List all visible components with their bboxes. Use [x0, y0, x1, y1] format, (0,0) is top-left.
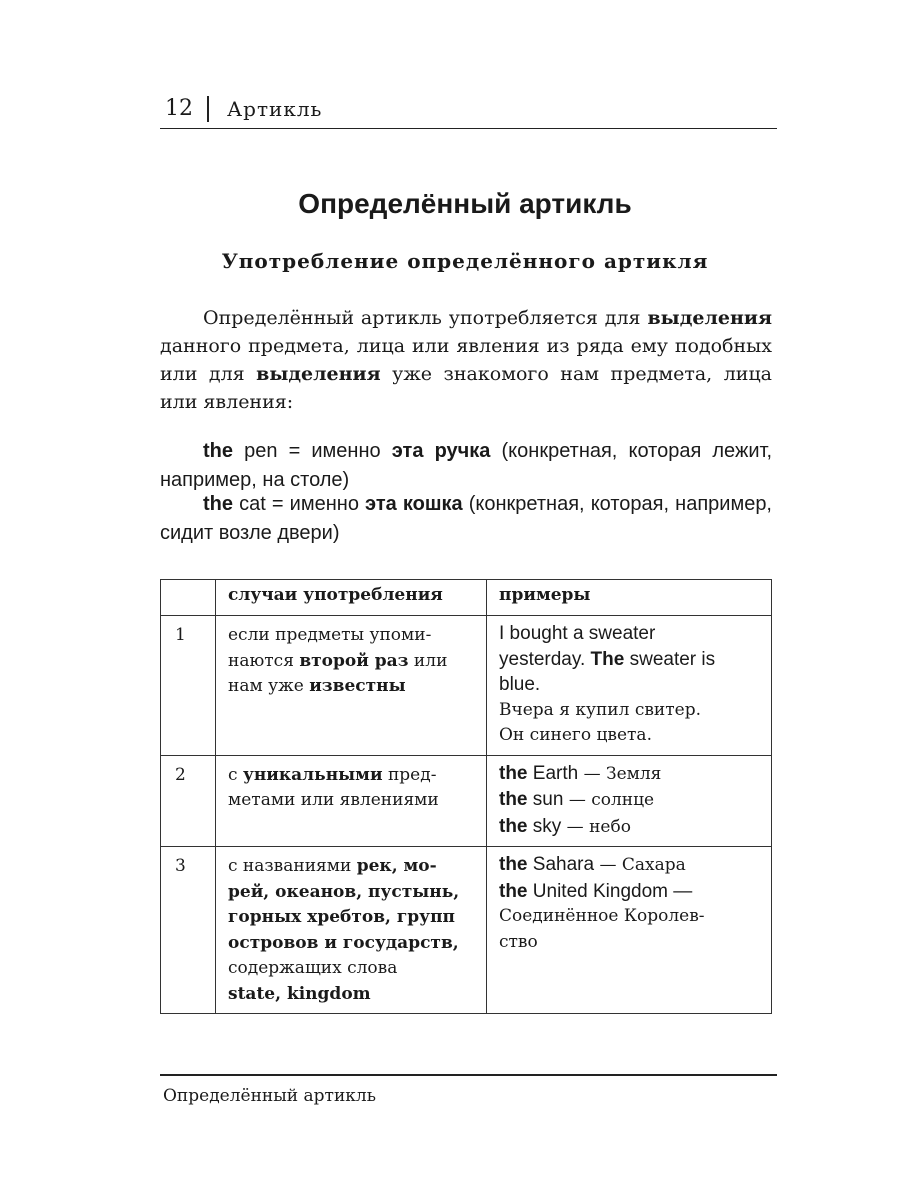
example-line: [499, 814, 763, 841]
case-line: [228, 880, 480, 906]
page-number: 12: [165, 96, 193, 121]
example-pen: [160, 437, 772, 495]
example-text: — Земля: [578, 763, 662, 784]
usage-examples: [487, 755, 772, 847]
case-text: нам уже: [228, 676, 310, 696]
example-text: — солнце: [563, 790, 655, 810]
header-examples: примеры: [487, 580, 772, 616]
page-title: Определённый артикль: [298, 188, 632, 219]
example-article: the: [499, 789, 528, 810]
case-text: метами или явлениями: [228, 790, 439, 810]
example-article: the: [203, 440, 233, 462]
header-divider: [207, 96, 209, 122]
example-line: [499, 761, 763, 788]
example-line: [499, 723, 763, 749]
section-name: Артикль: [227, 97, 323, 121]
case-line: [228, 649, 480, 675]
case-line: [228, 931, 480, 957]
table-body: [161, 616, 772, 1014]
example-article: the: [499, 762, 528, 784]
row-number: 1: [161, 616, 216, 756]
example-line: [499, 904, 763, 930]
example-line: [499, 787, 763, 814]
case-emphasis: известны: [309, 676, 406, 696]
case-line: [228, 674, 480, 700]
intro-emphasis: выделения: [256, 363, 381, 385]
table-row: [161, 616, 772, 756]
case-text: наются: [228, 650, 300, 671]
case-text: с: [228, 764, 243, 785]
case-line: [228, 854, 480, 880]
case-emphasis: горных хребтов, групп: [228, 907, 455, 927]
example-cat: [160, 490, 772, 548]
intro-emphasis: выделения: [647, 307, 772, 329]
usage-case: [216, 616, 487, 756]
table-row: [161, 755, 772, 847]
case-emphasis: островов и государств,: [228, 932, 459, 953]
case-emphasis: state, kingdom: [228, 983, 371, 1004]
example-line: [499, 621, 763, 647]
usage-examples: [487, 616, 772, 756]
header-number: [161, 580, 216, 616]
usage-case: [216, 847, 487, 1014]
example-text: — небо: [561, 816, 631, 837]
example-article: the: [203, 493, 233, 515]
case-line: [228, 763, 480, 789]
case-emphasis: уникальными: [242, 764, 383, 785]
intro-text: уже знакомого нам предмета, лица или явления:: [160, 363, 772, 413]
case-text: пред-: [382, 764, 437, 785]
case-text: или: [408, 650, 448, 671]
example-text: I bought a sweater: [499, 623, 656, 644]
example-text: sweater is: [624, 648, 716, 670]
table-row: [161, 847, 772, 1014]
case-emphasis: рек, мо-: [356, 856, 437, 876]
usage-case: [216, 755, 487, 847]
example-line: [499, 698, 763, 724]
example-line: [499, 879, 763, 905]
case-line: [228, 956, 480, 982]
example-text: sun: [527, 789, 564, 810]
running-footer: Определённый артикль: [163, 1086, 376, 1106]
example-article: the: [499, 815, 528, 837]
case-line: [228, 623, 480, 649]
row-number: 3: [161, 847, 216, 1014]
example-line: [499, 672, 763, 698]
usage-examples: [487, 847, 772, 1014]
intro-text: данного предмета, лица или явления из ряда ему подобных или для: [160, 335, 772, 385]
intro-paragraph: [160, 304, 772, 416]
example-text: Sahara: [527, 854, 595, 875]
header-cases: случаи употребления: [216, 580, 487, 616]
example-line: [499, 647, 763, 673]
row-number: 2: [161, 755, 216, 847]
example-text: cat = именно: [233, 493, 366, 515]
example-text: Вчера я купил свитер.: [499, 699, 702, 720]
case-text: содержащих слова: [228, 958, 398, 978]
table-header-row: [161, 580, 772, 616]
example-text: Earth: [527, 762, 579, 784]
example-text: — Сахара: [594, 855, 686, 875]
example-emphasis: эта кошка: [365, 493, 463, 515]
example-article: The: [590, 648, 625, 670]
running-head: [160, 94, 777, 129]
page-subtitle: Употребление определённого артикля: [221, 249, 709, 273]
example-text: pen = именно: [233, 440, 392, 462]
example-article: the: [499, 854, 528, 875]
example-article: the: [499, 880, 528, 902]
example-text: United Kingdom —: [527, 880, 693, 902]
footer-rule: [160, 1074, 777, 1076]
example-text: yesterday.: [499, 648, 591, 670]
case-text: если предметы упоми-: [228, 625, 432, 645]
example-text: ство: [499, 931, 538, 952]
case-line: [228, 982, 480, 1008]
case-line: [228, 788, 480, 814]
usage-table: [160, 579, 772, 1014]
example-emphasis: эта ручка: [391, 440, 491, 462]
case-emphasis: рей, океанов, пустынь,: [228, 881, 460, 902]
example-text: Соединённое Королев-: [499, 906, 705, 926]
example-text: blue.: [499, 674, 541, 695]
intro-text: Определённый артикль употребляется для: [203, 307, 648, 329]
case-text: с названиями: [228, 856, 357, 876]
example-line: [499, 930, 763, 956]
case-emphasis: второй раз: [299, 650, 409, 671]
example-line: [499, 852, 763, 879]
case-line: [228, 905, 480, 931]
example-text: (конкретная, которая лежит, например, на столе): [160, 440, 773, 491]
example-text: sky: [527, 815, 562, 837]
example-text: (конкретная, которая, например, сидит возле двери): [160, 493, 772, 544]
example-text: Он синего цвета.: [499, 725, 652, 745]
